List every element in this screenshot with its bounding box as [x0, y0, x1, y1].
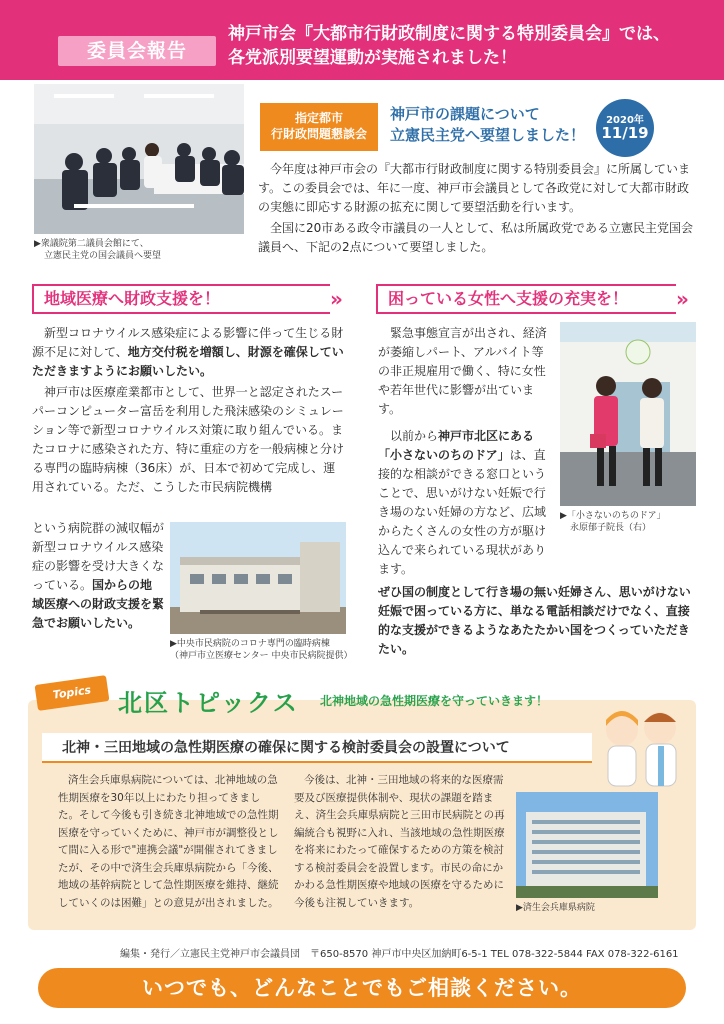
topics-title: 北区トピックス — [118, 689, 299, 717]
chevron-right-icon: » — [330, 287, 343, 311]
saiseikai-hospital-photo — [516, 792, 658, 898]
women-paragraph-1: 緊急事態宣言が出され、経済が萎縮しパート、アルバイト等の非正規雇用で働く、特に女性や若年世代に影響が出ています。 — [378, 326, 547, 416]
topics-column-2: 今後は、北神・三田地域の将来的な医療需要及び医療提供体制や、現状の課題を踏まえ、済生会兵庫県病院と三田市民病院との再編統合も視野に入れ、当該地域の急性期医療を将来にわたって確保するための方策を検討する検討委員会を設置します。市民の命にかかわる急性期医療や地域の医療を守るために今後も注視していきます。 — [294, 774, 505, 909]
women-p2-bold: 神戸市北区にある「小さないのちのドア」 — [378, 429, 535, 462]
meeting-badge — [260, 103, 378, 151]
meeting-photo — [34, 84, 244, 234]
tiny-life-door-photo — [560, 322, 696, 506]
temporary-ward-photo — [170, 522, 346, 634]
doctor-nurse-illustration — [592, 700, 692, 790]
meeting-paragraph-1: 今年度は神戸市会の『大都市行財政制度に関する特別委員会』に所属しています。この委員会では、年に一度、神戸市会議員として各政党に対して大都市財政の実態に即応する財源の拡充に関して要望活動を行います。 — [258, 162, 691, 214]
meeting-title-line1: 神戸市の課題について — [390, 105, 540, 123]
header-title-line1: 神戸市会『大都市行財政制度に関する特別委員会』では、 — [228, 24, 670, 44]
women-paragraph-3: ぜひ国の制度として行き場の無い妊婦さん、思いがけない妊娠で困っている方に、単なる電話相談だけでなく、直接的な支援ができるようなあたたかい国をつくっていただきたい。 — [378, 585, 691, 656]
date-year: 2020年 — [606, 115, 644, 126]
consultation-banner: いつでも、どんなことでもご相談ください。 — [38, 968, 686, 1008]
door-photo-caption-line1: ▶「小さないのちのドア」 — [560, 511, 666, 521]
meeting-photo-caption-line1: ▶衆議院第二議員会館にて、 — [34, 239, 149, 249]
header-title — [228, 22, 708, 70]
meeting-badge-line2: 行財政問題懇談会 — [270, 127, 367, 141]
topics-tag: Topics — [35, 675, 110, 711]
meeting-photo-caption — [34, 238, 254, 262]
medical-paragraph-3 — [32, 519, 164, 633]
medical-paragraph-1 — [32, 324, 346, 381]
medical-paragraph-2: 神戸市は医療産業都市として、世界一と認定されたスーパーコンピューター富岳を利用した飛沫感染のシミュレーション等で新型コロナウイルス対策に取り組んでいる。またコロナに感染された方、特に重症の方を一般病棟と分ける専門の臨時病棟（36床）が、日本で初めて完成し、運用されている。ただ、こうした市民病院機構 — [32, 385, 345, 494]
medical-p3-bold: 国からの地域医療への財政支援を緊急でお願いしたい。 — [32, 578, 165, 630]
section-heading-women: 困っている女性へ支援の充実を！ — [376, 284, 676, 314]
medical-p1-plain: 新型コロナウイルス感染症による影響に伴って生じる財源不足に対して、 — [32, 326, 344, 359]
section-heading-medical: 地域医療へ財政支援を！ — [32, 284, 330, 314]
hospital-photo-caption: ▶済生会兵庫県病院 — [516, 903, 595, 913]
chevron-right-icon: » — [676, 287, 689, 311]
women-paragraph-2 — [378, 427, 550, 579]
meeting-photo-caption-line2: 立憲民主党の国会議員へ要望 — [44, 251, 162, 261]
medical-p3-plain: という病院群の減収幅が新型コロナウイルス感染症の影響を受け大きくなっている。 — [32, 521, 165, 592]
topics-column-1: 済生会兵庫県病院については、北神地域の急性期医療を30年以上にわたり担ってきました。そして今後も引き続き北神地域での急性期医療を守っていくために、神戸市が調整役として間に入る形で"連携会議"が開催されてきましたが、その中で済生会兵庫県病院から「今後、地域の基幹病院として急性期医療を維持、継続していくのは困難」との意見が出されました。 — [58, 774, 279, 909]
publisher-info: 編集・発行／立憲民主党神戸市会議員団 〒650-8570 神戸市中央区加納町6-5-1 TEL 078-322-5844 FAX 078-322-6161 — [120, 949, 679, 960]
topics-subtitle: 北神地域の急性期医療を守っていきます！ — [320, 694, 549, 708]
door-photo-caption-line2: 永原郁子院長（右） — [570, 523, 652, 533]
committee-report-badge: 委員会報告 — [58, 36, 216, 66]
door-photo-caption — [560, 510, 710, 534]
ward-photo-caption — [170, 638, 360, 662]
meeting-badge-line1: 指定都市 — [294, 111, 343, 125]
meeting-title-line2: 立憲民主党へ要望しました！ — [390, 126, 586, 144]
women-p2-plain-a: 以前から — [390, 429, 439, 443]
topics-heading: 北神・三田地域の急性期医療の確保に関する検討委員会の設置について — [42, 733, 592, 763]
ward-photo-caption-line1: ▶中央市民病院のコロナ専門の臨時病棟 — [170, 639, 330, 649]
women-p2-plain-b: は、直接的な相談ができる窓口ということで、思いがけない妊娠で行き場のない妊婦の方など、広域からたくさんの女性の方が駆け込んで来られている現状があります。 — [378, 448, 547, 576]
meeting-paragraph-2: 全国に20市ある政令市議員の一人として、私は所属政党である立憲民主党国会議員へ、下記の2点について要望しました。 — [258, 221, 694, 254]
date-day: 11/19 — [601, 124, 649, 142]
medical-p1-bold: 地方交付税を増額し、財源を確保していただきますようにお願いしたい。 — [32, 345, 344, 378]
meeting-title — [390, 104, 610, 146]
date-badge — [596, 99, 654, 157]
header-title-line2: 各党派別要望運動が実施されました！ — [228, 48, 517, 68]
ward-photo-caption-line2: （神戸市立医療センター 中央市民病院提供） — [170, 651, 353, 661]
